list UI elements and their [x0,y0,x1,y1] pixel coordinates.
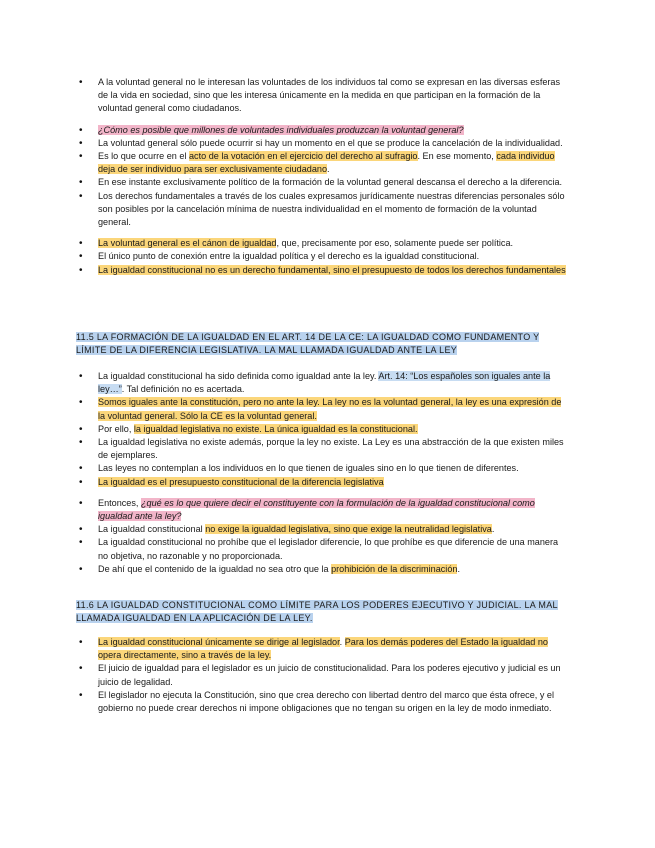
bullet-list-1 [98,76,568,277]
list-item: • Es lo que ocurre en el acto de la votación en el ejercicio del derecho al sufragio. En ese momento, cada individuo deja de ser individuo para ser exclusivamente ciudadano. [98,150,568,176]
list-item: • La igualdad constitucional no prohíbe que el legislador diferencie, lo que prohíbe es que diferencie de una manera no objetiva, no razonable y no proporcionada. [98,536,568,562]
list-item: • El único punto de conexión entre la igualdad política y el derecho es la igualdad constitucional. [98,250,568,263]
list-item: • La igualdad constitucional no exige la igualdad legislativa, sino que exige la neutralidad legislativa. [98,523,568,536]
list-item: • En ese instante exclusivamente político de la formación de la voluntad general descansa el derecho a la diferencia. [98,176,568,189]
list-item: • A la voluntad general no le interesan las voluntades de los individuos tal como se expresan en las diversas esferas de la vida en sociedad, sino que les interesa únicamente en la medida en que participan en la formación de la voluntad general como ciudadanos. [98,76,568,116]
list-item: • Por ello, la igualdad legislativa no existe. La única igualdad es la constitucional. [98,423,568,436]
list-item: • La voluntad general es el cánon de igualdad, que, precisamente por eso, solamente puede ser política. [98,237,568,250]
list-item: • Los derechos fundamentales a través de los cuales expresamos jurídicamente nuestras diferencias personales sólo son posibles por la cancelación mínima de nuestra individualidad en el momento de formación de la voluntad general. [98,190,568,230]
list-item: • ¿Cómo es posible que millones de voluntades individuales produzcan la voluntad general? [98,124,568,137]
list-item: • De ahí que el contenido de la igualdad no sea otro que la prohibición de la discriminación. [98,563,568,576]
list-item: • El legislador no ejecuta la Constitución, sino que crea derecho con libertad dentro del marco que ésta ofrece, y el gobierno no puede crear derechos ni impone obligaciones que no tengan su origen en la ley de modo inmediato. [98,689,568,715]
list-item: • La igualdad es el presupuesto constitucional de la diferencia legislativa [98,476,568,489]
bullet-list-2 [98,370,568,576]
list-item: • Somos iguales ante la constitución, pero no ante la ley. La ley no es la voluntad general, la ley es una expresión de la voluntad general. Sólo la CE es la voluntad general. [98,396,568,422]
bullet-list-3 [98,636,568,715]
list-item: • El juicio de igualdad para el legislador es un juicio de constitucionalidad. Para los poderes ejecutivo y judicial es un juicio de legalidad. [98,662,568,688]
list-item: • La igualdad constitucional únicamente se dirige al legislador. Para los demás poderes del Estado la igualdad no opera directamente, sino a través de la ley. [98,636,568,662]
list-item: • Entonces, ¿qué es lo que quiere decir el constituyente con la formulación de la igualdad constitucional como igualdad ante la ley? [98,497,568,523]
section-heading-11-6: 11.6 LA IGUALDAD CONSTITUCIONAL COMO LÍMITE PARA LOS PODERES EJECUTIVO Y JUDICIAL. LA MAL LLAMADA IGUALDAD EN LA APLICACIÓN DE LA LEY. [76,600,558,623]
list-item: • La igualdad constitucional no es un derecho fundamental, sino el presupuesto de todos los derechos fundamentales [98,264,568,277]
list-item: • La voluntad general sólo puede ocurrir si hay un momento en el que se produce la cancelación de la individualidad. [98,137,568,150]
list-item: • La igualdad legislativa no existe además, porque la ley no existe. La Ley es una abstracción de la que existen miles de ejemplares. [98,436,568,462]
list-item: • La igualdad constitucional ha sido definida como igualdad ante la ley. Art. 14: “Los españoles son iguales ante la ley…”. Tal definición no es acertada. [98,370,568,396]
list-item: • Las leyes no contemplan a los individuos en lo que tienen de iguales sino en lo que tienen de diferentes. [98,462,568,475]
section-heading-11-5: 11.5 LA FORMACIÓN DE LA IGUALDAD EN EL ART. 14 DE LA CE: LA IGUALDAD COMO FUNDAMENTO Y LÍMITE DE LA DIFERENCIA LEGISLATIVA. LA MAL LLAMADA IGUALDAD ANTE LA LEY [76,332,540,355]
